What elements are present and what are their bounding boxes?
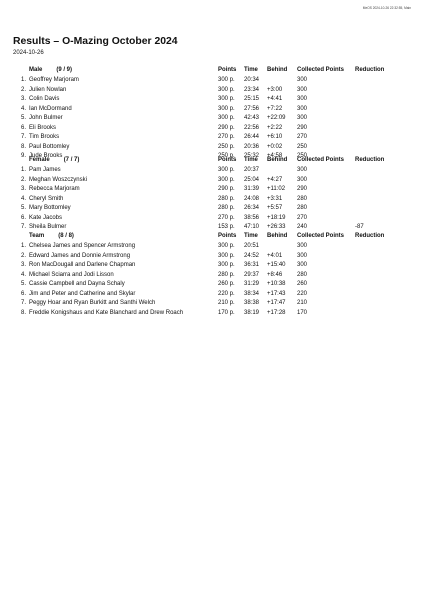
result-row bbox=[13, 166, 403, 176]
rank-cell: 8. bbox=[20, 143, 26, 150]
points-cell: 270 p. bbox=[218, 214, 235, 221]
points-cell: 300 p. bbox=[218, 77, 235, 83]
behind-cell: +18:19 bbox=[267, 214, 286, 221]
points-header: Points bbox=[218, 67, 237, 74]
points-cell: 280 p. bbox=[218, 195, 235, 202]
behind-cell bbox=[267, 166, 297, 176]
time-cell: 38:38 bbox=[244, 300, 260, 306]
behind-cell: +4:58 bbox=[267, 153, 283, 159]
rank-cell: 3. bbox=[20, 262, 26, 268]
behind-cell: +8:46 bbox=[267, 271, 283, 278]
rank-cell: 5. bbox=[20, 281, 26, 287]
result-row bbox=[13, 114, 403, 124]
time-cell: 24:08 bbox=[244, 195, 260, 202]
class-count: (8 / 8) bbox=[58, 233, 74, 240]
behind-cell: +7:22 bbox=[267, 105, 283, 112]
collected-points-cell: 280 bbox=[297, 205, 308, 211]
result-row bbox=[13, 271, 403, 281]
collected-points-cell: 170 bbox=[297, 309, 308, 316]
points-cell: 300 p. bbox=[218, 176, 235, 183]
points-cell: 300 p. bbox=[218, 115, 235, 121]
points-cell: 300 p. bbox=[218, 252, 235, 259]
collected-points-cell: 280 bbox=[297, 271, 308, 278]
class-header-row bbox=[13, 156, 403, 166]
result-row bbox=[13, 242, 403, 252]
time-cell: 38:34 bbox=[244, 290, 260, 297]
reduction-cell bbox=[355, 214, 403, 224]
reduction-cell bbox=[355, 195, 403, 205]
rank-cell: 2. bbox=[20, 86, 26, 93]
reduction-cell: -87 bbox=[355, 224, 364, 230]
points-cell: 300 p. bbox=[218, 243, 235, 249]
time-cell: 22:56 bbox=[244, 124, 260, 131]
event-date: 2024-10-26 bbox=[13, 50, 44, 56]
points-header: Points bbox=[218, 233, 237, 240]
points-cell: 300 p. bbox=[218, 96, 235, 102]
behind-cell: +4:27 bbox=[267, 176, 283, 183]
result-row bbox=[13, 299, 403, 309]
competitor-name: Freddie Konigshaus and Kate Blanchard and Drew Roach bbox=[29, 309, 184, 316]
behind-cell: +4:41 bbox=[267, 96, 283, 102]
rank-cell: 6. bbox=[20, 124, 26, 131]
points-cell: 280 p. bbox=[218, 205, 235, 211]
result-row bbox=[13, 290, 403, 300]
reduction-cell bbox=[355, 76, 403, 86]
reduction-cell bbox=[355, 105, 403, 115]
behind-header: Behind bbox=[267, 233, 288, 240]
reduction-cell bbox=[355, 252, 403, 262]
time-cell: 47:10 bbox=[244, 224, 260, 230]
competitor-name: Ron MacDougall and Darlene Chapman bbox=[29, 262, 136, 268]
time-cell: 25:15 bbox=[244, 96, 260, 102]
collected-points-cell: 240 bbox=[297, 224, 308, 230]
competitor-name: Jude Brooks bbox=[29, 153, 63, 159]
time-cell: 27:56 bbox=[244, 105, 260, 112]
behind-cell: +6:10 bbox=[267, 134, 283, 140]
points-cell: 300 p. bbox=[218, 105, 235, 112]
time-cell: 26:34 bbox=[244, 205, 260, 211]
behind-cell: +17:43 bbox=[267, 290, 286, 297]
competitor-name: Edward James and Donnie Armstrong bbox=[29, 252, 131, 259]
competitor-name: Geoffrey Marjoram bbox=[29, 77, 79, 83]
collected-points-cell: 210 bbox=[297, 300, 308, 306]
result-row bbox=[13, 309, 403, 319]
rank-cell: 1. bbox=[20, 243, 26, 249]
rank-cell: 2. bbox=[20, 176, 26, 183]
class-name bbox=[29, 66, 218, 76]
behind-cell: +17:28 bbox=[267, 309, 286, 316]
reduction-cell bbox=[355, 114, 403, 124]
time-header: Time bbox=[244, 157, 258, 164]
reduction-cell bbox=[355, 176, 403, 186]
class-count: (7 / 7) bbox=[63, 157, 80, 164]
collected-points-cell: 260 bbox=[297, 281, 308, 287]
collected-points-cell: 300 bbox=[297, 262, 308, 268]
page-title: Results – O-Mazing October 2024 bbox=[13, 36, 178, 47]
class-title: Female bbox=[29, 157, 50, 164]
competitor-name: Sheila Bulmer bbox=[29, 224, 67, 230]
reduction-cell bbox=[355, 299, 403, 309]
collected-points-cell: 300 bbox=[297, 252, 308, 259]
competitor-name: Chelsea James and Spencer Armstrong bbox=[29, 243, 136, 249]
points-cell: 153 p. bbox=[218, 224, 235, 230]
reduction-cell bbox=[355, 242, 403, 252]
competitor-name: Pam James bbox=[29, 167, 61, 173]
points-cell: 300 p. bbox=[218, 86, 235, 93]
time-cell: 25:04 bbox=[244, 176, 260, 183]
result-row bbox=[13, 143, 403, 153]
reduction-header: Reduction bbox=[355, 157, 385, 164]
rank-cell: 9. bbox=[20, 153, 26, 159]
time-cell: 20:37 bbox=[244, 167, 260, 173]
reduction-cell bbox=[355, 271, 403, 281]
results-table-female bbox=[13, 156, 403, 233]
reduction-cell bbox=[355, 185, 403, 195]
competitor-name: Eli Brooks bbox=[29, 124, 57, 131]
reduction-cell bbox=[355, 309, 403, 319]
class-header-row bbox=[13, 232, 403, 242]
reduction-cell bbox=[355, 143, 403, 153]
reduction-cell bbox=[355, 261, 403, 271]
competitor-name: Jim and Peter and Catherine and Skylar bbox=[29, 290, 136, 297]
class-name bbox=[29, 156, 218, 166]
reduction-cell bbox=[355, 290, 403, 300]
behind-cell: +15:40 bbox=[267, 262, 286, 268]
collected-points-cell: 300 bbox=[297, 77, 308, 83]
class-name bbox=[29, 232, 218, 242]
reduction-cell bbox=[355, 280, 403, 290]
competitor-name: Cassie Campbell and Dayna Schaly bbox=[29, 281, 125, 287]
results-table-team bbox=[13, 232, 403, 318]
competitor-name: Kate Jacobs bbox=[29, 214, 63, 221]
collected-points-cell: 300 bbox=[297, 105, 308, 112]
time-cell: 31:39 bbox=[244, 186, 260, 192]
class-title: Team bbox=[29, 233, 45, 240]
result-row bbox=[13, 214, 403, 224]
competitor-name: Cheryl Smith bbox=[29, 195, 64, 202]
behind-cell: +3:00 bbox=[267, 86, 283, 93]
points-cell: 250 p. bbox=[218, 153, 235, 159]
behind-header: Behind bbox=[267, 67, 288, 74]
competitor-name: John Bulmer bbox=[29, 115, 63, 121]
behind-cell: +0:02 bbox=[267, 143, 283, 150]
rank-cell: 4. bbox=[20, 271, 26, 278]
reduction-header: Reduction bbox=[355, 67, 385, 74]
rank-cell: 1. bbox=[20, 167, 26, 173]
points-cell: 300 p. bbox=[218, 262, 235, 268]
points-cell: 250 p. bbox=[218, 143, 235, 150]
rank-cell: 7. bbox=[20, 134, 26, 140]
result-row bbox=[13, 76, 403, 86]
rank-cell: 8. bbox=[20, 309, 26, 316]
result-row bbox=[13, 95, 403, 105]
behind-cell: +2:22 bbox=[267, 124, 283, 131]
time-cell: 25:32 bbox=[244, 153, 260, 159]
points-cell: 210 p. bbox=[218, 300, 235, 306]
points-cell: 280 p. bbox=[218, 271, 235, 278]
points-cell: 260 p. bbox=[218, 281, 235, 287]
result-row bbox=[13, 252, 403, 262]
rank-cell: 7. bbox=[20, 224, 26, 230]
time-cell: 38:19 bbox=[244, 309, 260, 316]
competitor-name: Meghan Woszczynski bbox=[29, 176, 87, 183]
rank-cell: 6. bbox=[20, 290, 26, 297]
rank-cell: 2. bbox=[20, 252, 26, 259]
reduction-cell bbox=[355, 133, 403, 143]
time-cell: 20:51 bbox=[244, 243, 260, 249]
class-header-row bbox=[13, 66, 403, 76]
result-row bbox=[13, 176, 403, 186]
rank-cell: 3. bbox=[20, 186, 26, 192]
behind-cell: +5:57 bbox=[267, 205, 283, 211]
results-table-male bbox=[13, 66, 403, 162]
result-row bbox=[13, 261, 403, 271]
collected-points-cell: 300 bbox=[297, 86, 308, 93]
competitor-name: Peggy Hoar and Ryan Burkitt and Santhi Welch bbox=[29, 300, 156, 306]
result-row bbox=[13, 86, 403, 96]
points-cell: 170 p. bbox=[218, 309, 235, 316]
time-cell: 36:31 bbox=[244, 262, 260, 268]
behind-cell: +10:38 bbox=[267, 281, 286, 287]
rank-cell: 5. bbox=[20, 205, 26, 211]
result-row bbox=[13, 185, 403, 195]
behind-cell bbox=[267, 76, 297, 86]
collected-points-cell: 300 bbox=[297, 176, 308, 183]
competitor-name: Colin Davis bbox=[29, 96, 60, 102]
collected-points-header: Collected Points bbox=[297, 67, 345, 74]
competitor-name: Mary Bottomley bbox=[29, 205, 71, 211]
collected-points-cell: 300 bbox=[297, 243, 308, 249]
result-row bbox=[13, 124, 403, 134]
competitor-name: Michael Sciarra and Jodi Lisson bbox=[29, 271, 114, 278]
result-row bbox=[13, 133, 403, 143]
collected-points-cell: 290 bbox=[297, 124, 308, 131]
behind-cell: +22:09 bbox=[267, 115, 286, 121]
time-cell: 38:56 bbox=[244, 214, 260, 221]
time-cell: 42:43 bbox=[244, 115, 260, 121]
rank-cell: 1. bbox=[20, 77, 26, 83]
rank-cell: 6. bbox=[20, 214, 26, 221]
time-header: Time bbox=[244, 67, 258, 74]
class-count: (9 / 9) bbox=[56, 67, 73, 74]
collected-points-cell: 250 bbox=[297, 143, 308, 150]
collected-points-cell: 220 bbox=[297, 290, 308, 297]
collected-points-cell: 300 bbox=[297, 115, 308, 121]
time-cell: 24:52 bbox=[244, 252, 260, 259]
behind-cell: +26:33 bbox=[267, 224, 286, 230]
collected-points-header: Collected Points bbox=[297, 233, 345, 240]
competitor-name: Julien Nowlan bbox=[29, 86, 67, 93]
reduction-cell bbox=[355, 124, 403, 134]
result-row bbox=[13, 105, 403, 115]
collected-points-cell: 270 bbox=[297, 214, 308, 221]
reduction-cell bbox=[355, 166, 403, 176]
time-cell: 26:44 bbox=[244, 134, 260, 140]
behind-cell: +4:01 bbox=[267, 252, 283, 259]
result-row bbox=[13, 280, 403, 290]
reduction-header: Reduction bbox=[355, 233, 385, 240]
competitor-name: Tim Brooks bbox=[29, 134, 60, 140]
collected-points-cell: 300 bbox=[297, 96, 308, 102]
rank-cell: 5. bbox=[20, 115, 26, 121]
collected-points-cell: 280 bbox=[297, 195, 308, 202]
reduction-cell bbox=[355, 204, 403, 214]
reduction-cell bbox=[355, 95, 403, 105]
behind-header: Behind bbox=[267, 157, 288, 164]
time-cell: 31:29 bbox=[244, 281, 260, 287]
class-title: Male bbox=[29, 67, 43, 74]
collected-points-cell: 250 bbox=[297, 153, 308, 159]
rank-cell: 4. bbox=[20, 195, 26, 202]
competitor-name: Ian McDormand bbox=[29, 105, 72, 112]
collected-points-cell: 300 bbox=[297, 167, 308, 173]
points-cell: 220 p. bbox=[218, 290, 235, 297]
points-cell: 290 p. bbox=[218, 124, 235, 131]
competitor-name: Rebecca Marjoram bbox=[29, 186, 80, 192]
result-row bbox=[13, 195, 403, 205]
time-cell: 20:36 bbox=[244, 143, 260, 150]
print-stamp: MeOS 2024-10-26 22:32:55, Main bbox=[362, 6, 411, 10]
competitor-name: Paul Bottomley bbox=[29, 143, 70, 150]
points-header: Points bbox=[218, 157, 237, 164]
collected-points-cell: 290 bbox=[297, 186, 308, 192]
time-cell: 20:34 bbox=[244, 77, 260, 83]
points-cell: 290 p. bbox=[218, 186, 235, 192]
collected-points-header: Collected Points bbox=[297, 157, 345, 164]
time-cell: 23:34 bbox=[244, 86, 260, 93]
behind-cell: +3:31 bbox=[267, 195, 283, 202]
time-cell: 29:37 bbox=[244, 271, 260, 278]
behind-cell: +11:02 bbox=[267, 186, 286, 192]
points-cell: 300 p. bbox=[218, 167, 235, 173]
behind-cell bbox=[267, 242, 297, 252]
rank-cell: 3. bbox=[20, 96, 26, 102]
points-cell: 270 p. bbox=[218, 134, 235, 140]
collected-points-cell: 270 bbox=[297, 134, 308, 140]
rank-cell: 7. bbox=[20, 300, 26, 306]
reduction-cell bbox=[355, 86, 403, 96]
behind-cell: +17:47 bbox=[267, 300, 286, 306]
rank-cell: 4. bbox=[20, 105, 26, 112]
result-row bbox=[13, 204, 403, 214]
time-header: Time bbox=[244, 233, 258, 240]
